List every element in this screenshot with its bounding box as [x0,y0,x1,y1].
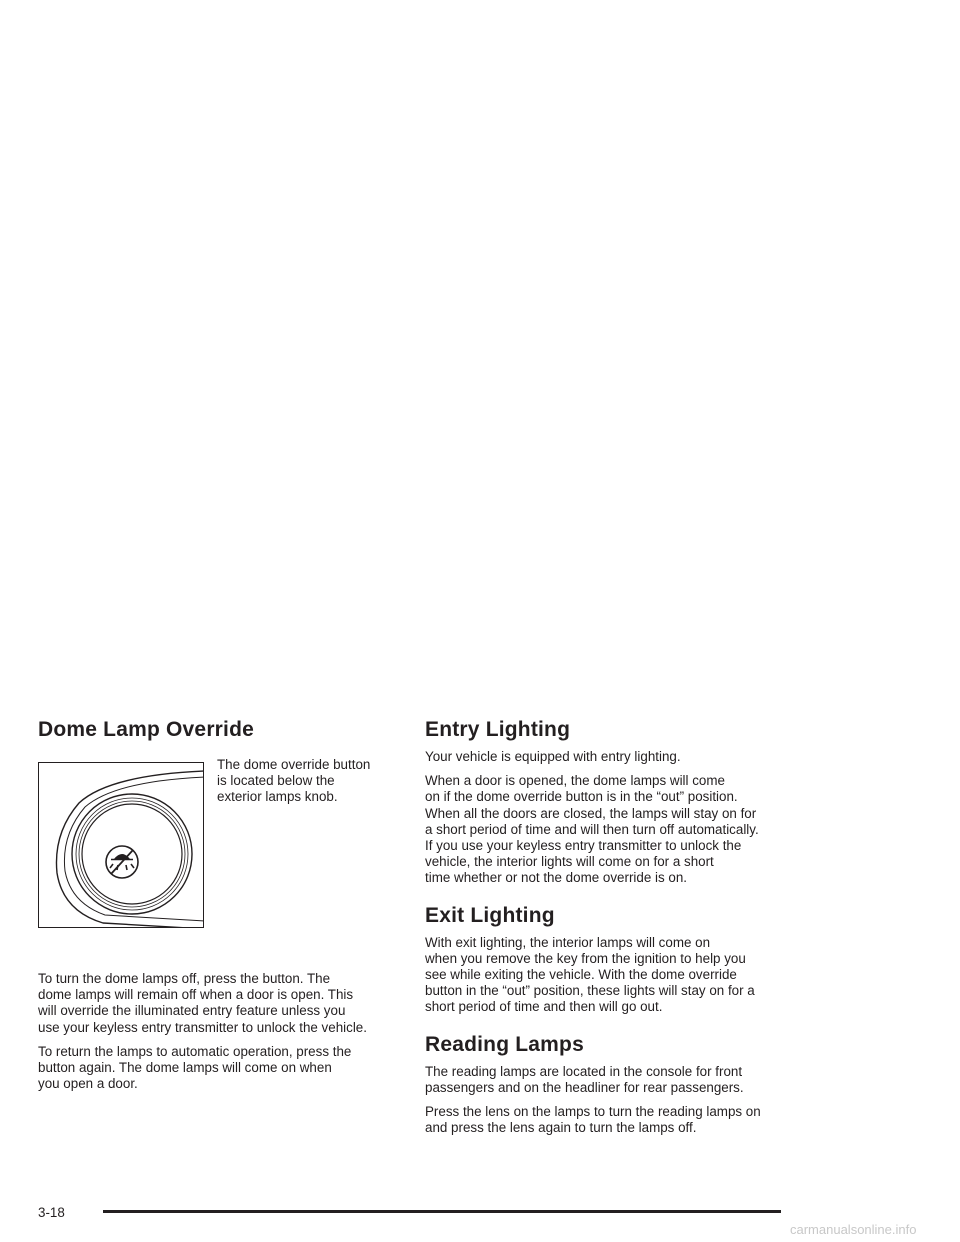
left-body [38,971,390,1092]
paragraph: The reading lamps are located in the console for front passengers and on the headliner for rear passengers. [425,1063,744,1095]
right-column [425,715,795,1144]
paragraph: Your vehicle is equipped with entry lighting. [425,749,681,764]
page-number: 3-18 [38,1205,65,1220]
paragraph: Press the lens on the lamps to turn the reading lamps on and press the lens again to turn the lamps off. [425,1104,761,1136]
caption-text: The dome override button is located below the exterior lamps knob. [217,757,371,805]
paragraph: To return the lamps to automatic operation, press the button again. The dome lamps will come on when you open a door. [38,1043,352,1092]
watermark: carmanualsonline.info [790,1222,917,1237]
section-heading-exit-lighting: Exit Lighting [425,903,555,927]
paragraph: When a door is opened, the dome lamps will come on if the dome override button is in the “out” position. When all the doors are closed, the lamps will stay on for a short period of time and will then turn off automatically. If you use your keyless entry transmitter to unlock the vehicle, the interior lights will come on for a short time whether or not the dome override is on. [425,773,759,886]
footer-rule [103,1210,781,1213]
section-body-entry-lighting [425,749,795,887]
left-column [38,715,390,1100]
figure-caption [217,757,387,814]
section-body-exit-lighting [425,935,795,1016]
dome-override-button-drawing [39,763,204,928]
paragraph: To turn the dome lamps off, press the button. The dome lamps will remain off when a door is open. This will override the illuminated entry feature unless you use your keyless entry transmitter to unlock the vehicle. [38,971,367,1035]
section-body-reading-lamps [425,1064,795,1137]
section-heading-reading-lamps: Reading Lamps [425,1032,584,1056]
section-heading-entry-lighting: Entry Lighting [425,718,571,741]
section-heading-dome-lamp-override: Dome Lamp Override [38,718,254,741]
dome-lamp-override-icon [106,846,138,878]
dome-override-button-illustration [38,762,204,928]
paragraph: With exit lighting, the interior lamps will come on when you remove the key from the ignition to help you see while exiting the vehicle. With the dome override button in the “out” position, these lights will stay on for a short period of time and then will go out. [425,934,755,1015]
figure-row [38,757,390,957]
